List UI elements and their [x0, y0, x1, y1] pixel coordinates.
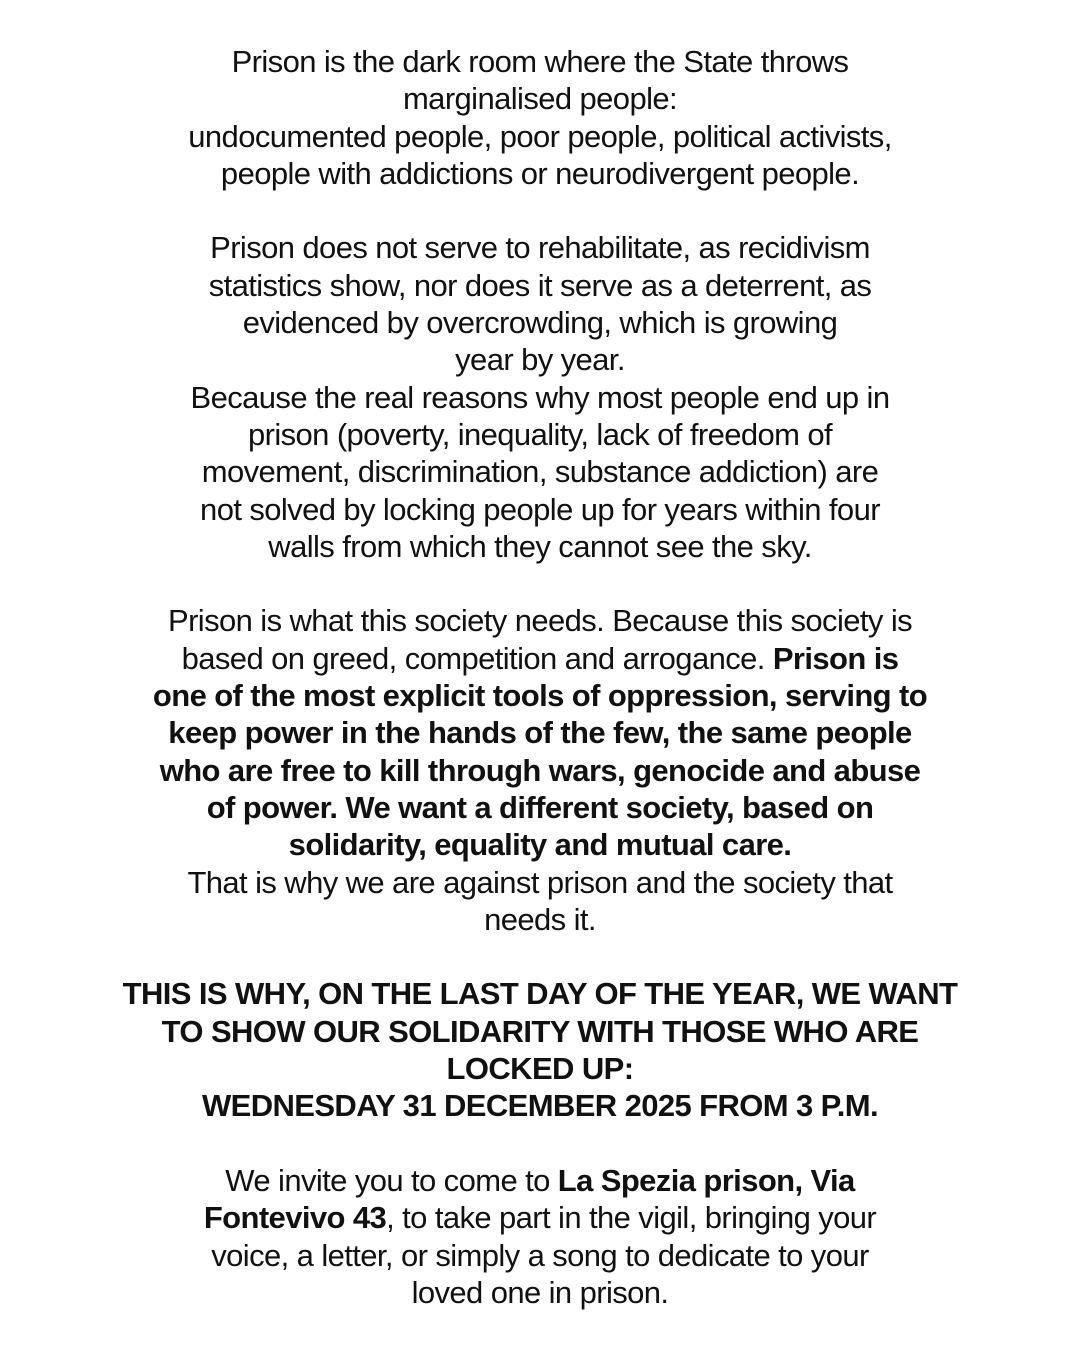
- text-run: loved one in prison.: [411, 1274, 669, 1310]
- text-line: [0, 1013, 1080, 1050]
- text-line: [0, 938, 1080, 975]
- text-run: based on greed, competition and arrogance.: [181, 640, 773, 676]
- text-run-bold: keep power in the hands of the few, the same people: [168, 715, 912, 751]
- text-line: [0, 714, 1080, 751]
- text-run-bold: TO SHOW OUR SOLIDARITY WITH THOSE WHO ARE: [161, 1013, 919, 1049]
- text-line: [0, 826, 1080, 863]
- text-run: That is why we are against prison and the society that: [187, 864, 893, 900]
- text-line: [0, 416, 1080, 453]
- text-run-bold: THIS IS WHY, ON THE LAST DAY OF THE YEAR, WE WANT: [122, 976, 958, 1012]
- text-run-bold: one of the most explicit tools of oppression, serving to: [152, 678, 928, 714]
- text-run: Prison is the dark room where the State throws: [231, 44, 849, 79]
- text-run: prison (poverty, inequality, lack of freedom of: [247, 416, 833, 452]
- text-line: [0, 528, 1080, 565]
- text-line: [0, 1050, 1080, 1087]
- text-line: [0, 118, 1080, 155]
- text-line: [0, 640, 1080, 677]
- text-run-bold: Fontevivo 43: [203, 1200, 387, 1236]
- text-run-bold: La Spezia prison, Via: [557, 1162, 855, 1198]
- text-run: Because the real reasons why most people end up in: [190, 379, 890, 415]
- text-run: , to take part in the vigil, bringing your: [386, 1200, 877, 1236]
- text-line: [0, 1274, 1080, 1311]
- text-line: [0, 1125, 1080, 1162]
- text-run: We invite you to come to: [225, 1162, 558, 1198]
- text-line: [0, 379, 1080, 416]
- text-line: [0, 677, 1080, 714]
- text-run: statistics show, nor does it serve as a deterrent, as: [208, 267, 872, 303]
- text-run: voice, a letter, or simply a song to dedicate to your: [211, 1237, 869, 1273]
- text-run: walls from which they cannot see the sky.: [268, 528, 812, 564]
- text-run-bold: who are free to kill through wars, genocide and abuse: [159, 752, 921, 788]
- text-run-bold: of power. We want a different society, based on: [206, 789, 874, 825]
- text-line: [0, 789, 1080, 826]
- text-line: [0, 864, 1080, 901]
- text-run: undocumented people, poor people, political activists,: [188, 118, 892, 154]
- text-line: [0, 43, 1080, 80]
- text-line: [0, 341, 1080, 378]
- text-line: [0, 453, 1080, 490]
- text-run: people with addictions or neurodivergent people.: [220, 155, 860, 191]
- text-run-bold: Prison is: [772, 640, 899, 676]
- poster-text: [0, 43, 1080, 1311]
- text-run: movement, discrimination, substance addiction) are: [201, 454, 879, 490]
- text-run: marginalised people:: [402, 81, 678, 117]
- text-line: [0, 975, 1080, 1012]
- text-line: [0, 1237, 1080, 1274]
- text-line: [0, 1199, 1080, 1236]
- text-line: [0, 1087, 1080, 1124]
- text-line: [0, 192, 1080, 229]
- text-line: [0, 901, 1080, 938]
- text-run: year by year.: [455, 342, 625, 378]
- text-run: needs it.: [484, 901, 596, 937]
- text-run: evidenced by overcrowding, which is growing: [242, 305, 838, 341]
- text-line: [0, 1162, 1080, 1199]
- text-line: [0, 752, 1080, 789]
- text-run: Prison is what this society needs. Because this society is: [168, 603, 912, 639]
- text-run-bold: solidarity, equality and mutual care.: [288, 827, 792, 863]
- text-run-bold: WEDNESDAY 31 DECEMBER 2025 FROM 3 P.M.: [201, 1088, 879, 1124]
- text-line: [0, 565, 1080, 602]
- text-run: Prison does not serve to rehabilitate, as recidivism: [210, 230, 870, 266]
- text-line: [0, 80, 1080, 117]
- text-line: [0, 267, 1080, 304]
- text-line: [0, 229, 1080, 266]
- text-line: [0, 491, 1080, 528]
- text-run-bold: LOCKED UP:: [446, 1051, 634, 1087]
- text-line: [0, 602, 1080, 639]
- text-line: [0, 155, 1080, 192]
- text-line: [0, 304, 1080, 341]
- text-run: not solved by locking people up for years within four: [200, 491, 880, 527]
